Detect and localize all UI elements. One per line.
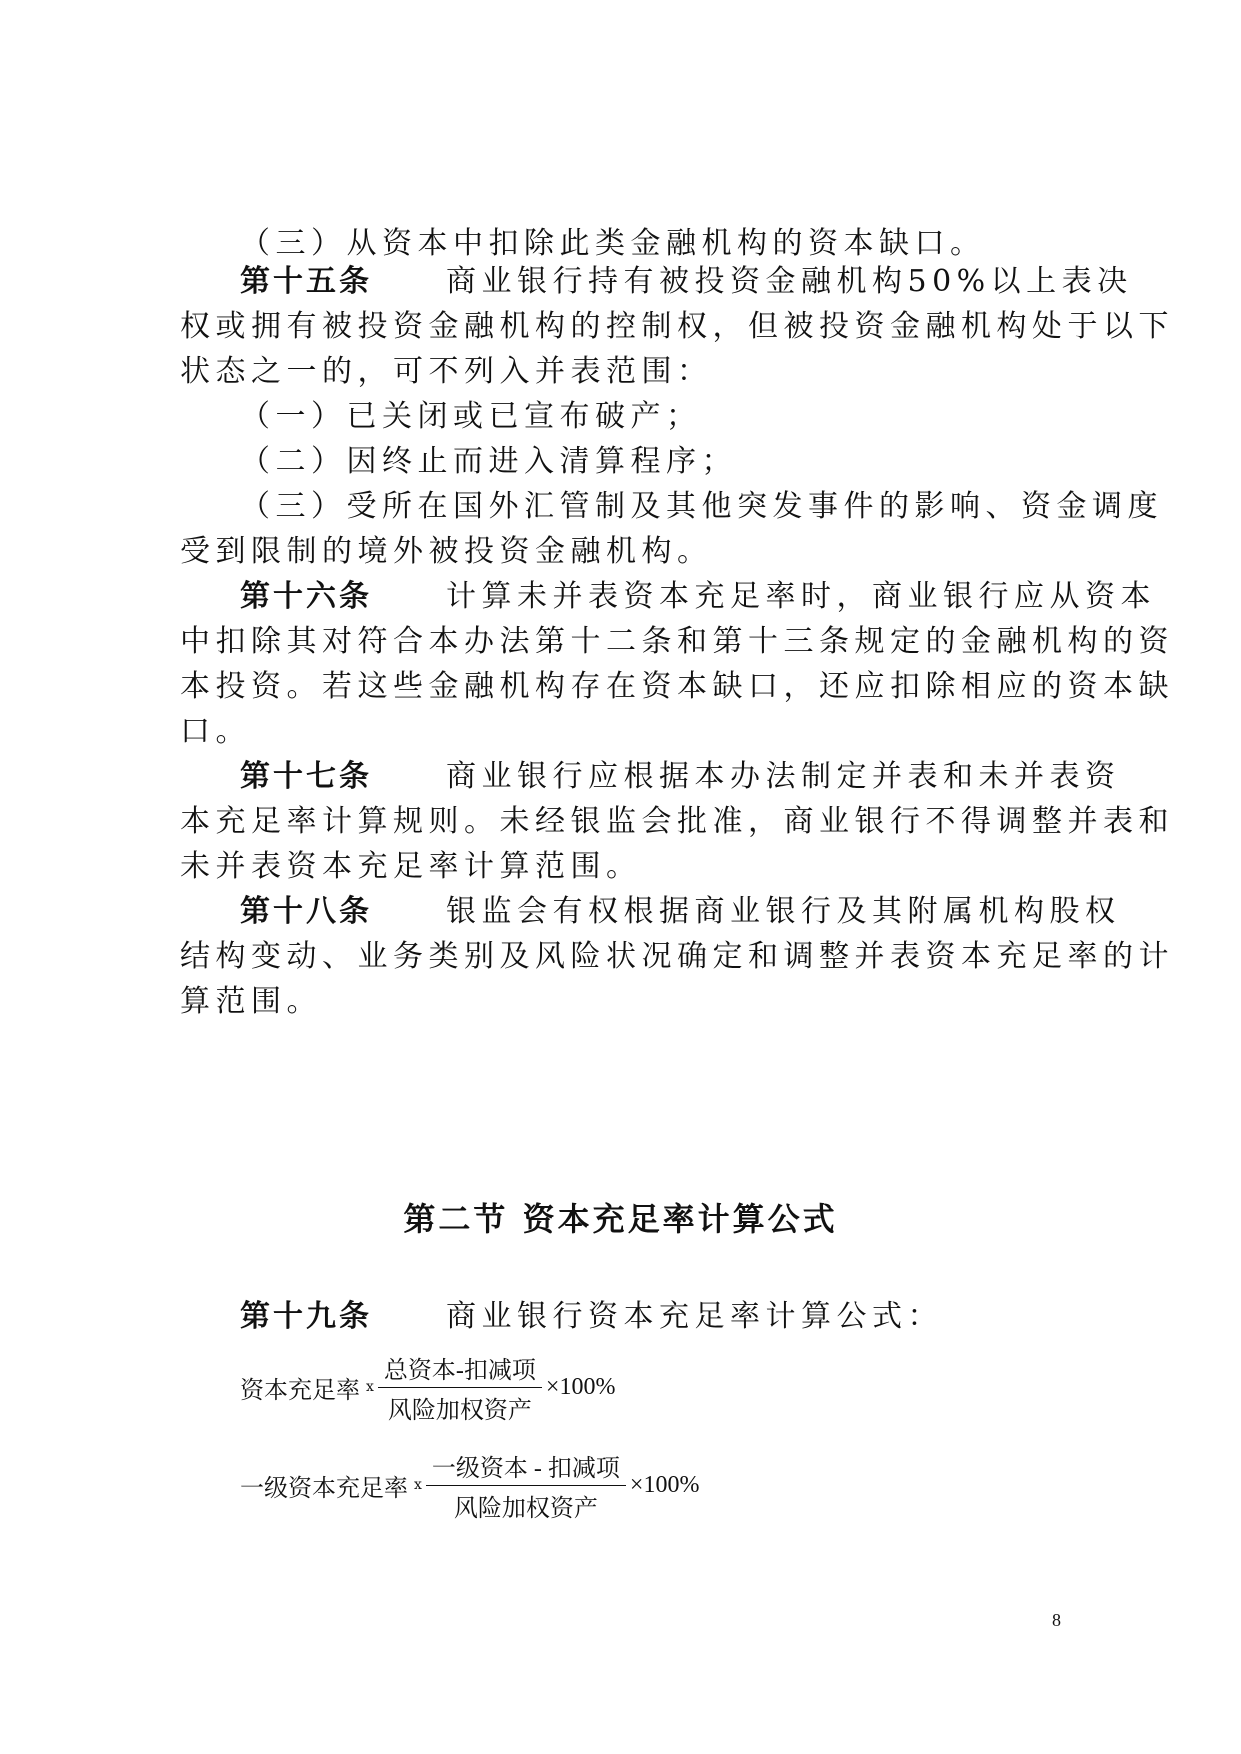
- article-19-text-1: 商业银行资本充足率计算公式：: [446, 1299, 943, 1334]
- article-17-line-3: 未并表资本充足率计算范围。: [180, 849, 642, 884]
- article-15-item-3-line-2: 受到限制的境外被投资金融机构。: [180, 534, 713, 569]
- formula-2-multiplier: ×100%: [629, 1472, 700, 1498]
- article-15-item-2: （二）因终止而进入清算程序；: [240, 444, 737, 479]
- article-15-heading: 第十五条: [240, 264, 372, 299]
- article-19-line-1: [240, 1298, 1060, 1336]
- formula-1-operator: ⅹ: [366, 1380, 374, 1395]
- article-17-heading: 第十七条: [240, 759, 372, 794]
- article-17-line-2: 本充足率计算规则。未经银监会批准，商业银行不得调整并表和: [180, 804, 1174, 839]
- article-15-item-1: （一）已关闭或已宣布破产；: [240, 399, 702, 434]
- section-title: 第二节 资本充足率计算公式: [403, 1200, 838, 1238]
- paragraph-item-3: （三）从资本中扣除此类金融机构的资本缺口。: [240, 226, 986, 261]
- article-18-line-3: 算范围。: [180, 984, 322, 1019]
- formula-1-fraction: [378, 1350, 542, 1425]
- article-15-item-3-line-1: （三）受所在国外汇管制及其他突发事件的影响、资金调度: [240, 489, 1163, 524]
- formula-1-multiplier: ×100%: [545, 1374, 616, 1400]
- article-16-heading: 第十六条: [240, 579, 372, 614]
- article-16-line-2: 中扣除其对符合本办法第十二条和第十三条规定的金融机构的资: [180, 624, 1174, 659]
- article-19-heading: 第十九条: [240, 1299, 372, 1334]
- formula-2-denominator: 风险加权资产: [453, 1496, 598, 1522]
- formula-1-denominator: 风险加权资产: [387, 1398, 532, 1424]
- article-17-text-1: 商业银行应根据本办法制定并表和未并表资: [446, 759, 1121, 794]
- formula-2-operator: ⅹ: [414, 1478, 422, 1493]
- formula-tier1-capital-adequacy-ratio: [240, 1448, 699, 1523]
- page-number: 8: [1052, 1610, 1061, 1630]
- article-16-line-3: 本投资。若这些金融机构存在资本缺口，还应扣除相应的资本缺: [180, 669, 1174, 704]
- article-18-heading: 第十八条: [240, 894, 372, 929]
- article-16-line-4: 口。: [180, 714, 251, 749]
- article-15-text-1: 商业银行持有被投资金融机构50%以上表决: [446, 264, 1133, 299]
- article-18-line-1: [240, 893, 1121, 931]
- formula-2-fraction: [426, 1448, 626, 1523]
- formula-1-numerator: 总资本-扣减项: [383, 1358, 536, 1384]
- article-16-line-1: [240, 578, 1156, 616]
- formula-2-numerator: 一级资本 - 扣减项: [431, 1456, 620, 1482]
- article-15-line-2: 权或拥有被投资金融机构的控制权，但被投资金融机构处于以下: [180, 309, 1174, 344]
- formula-2-lhs: 一级资本充足率: [240, 1476, 408, 1502]
- formula-capital-adequacy-ratio: [240, 1350, 615, 1425]
- article-16-text-1: 计算未并表资本充足率时，商业银行应从资本: [446, 579, 1156, 614]
- article-18-line-2: 结构变动、业务类别及风险状况确定和调整并表资本充足率的计: [180, 939, 1174, 974]
- article-18-text-1: 银监会有权根据商业银行及其附属机构股权: [446, 894, 1121, 929]
- formula-1-lhs: 资本充足率: [240, 1378, 360, 1404]
- article-15-line-3: 状态之一的，可不列入并表范围：: [180, 354, 713, 389]
- article-15-line-1: [240, 263, 1133, 301]
- article-17-line-1: [240, 758, 1121, 796]
